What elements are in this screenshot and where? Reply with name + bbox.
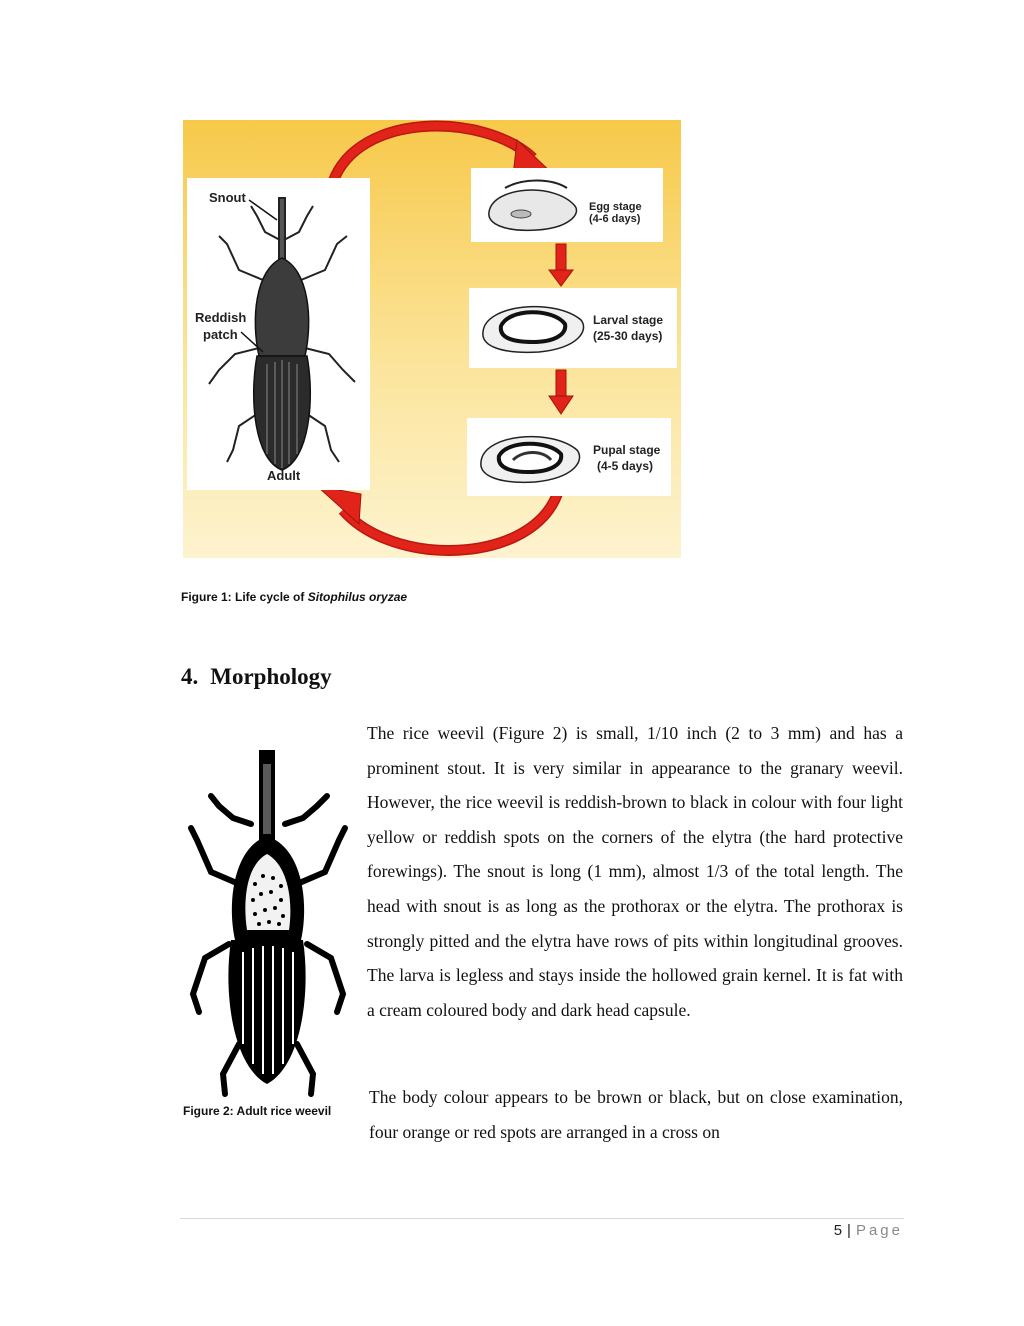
label-pupal-days: (4-5 days) <box>597 459 654 473</box>
figure1-caption-prefix: Figure 1: Life cycle of <box>181 590 308 604</box>
larval-grain-illustration <box>483 307 584 353</box>
adult-rice-weevil-figure <box>183 744 353 1100</box>
footer-separator: | <box>847 1222 851 1239</box>
weevil-elytra <box>228 940 305 1084</box>
page-word: Page <box>855 1222 903 1239</box>
figure1-caption <box>181 590 407 604</box>
label-adult: Adult <box>267 468 301 483</box>
label-egg-days: (4-6 days) <box>589 213 641 225</box>
page-number: 5 <box>833 1222 843 1239</box>
life-cycle-figure <box>183 120 681 558</box>
label-snout: Snout <box>209 190 246 205</box>
figure2-caption: Figure 2: Adult rice weevil <box>183 1104 332 1118</box>
label-larval-stage: Larval stage <box>593 313 664 327</box>
morphology-paragraph-2: The body colour appears to be brown or black, but on close examination, four orange or red spots are arranged in a cross on <box>369 1087 903 1142</box>
weevil-snout-highlight <box>263 764 271 834</box>
label-pupal-stage: Pupal stage <box>593 443 661 457</box>
label-patch: patch <box>203 327 238 342</box>
label-reddish: Reddish <box>195 310 247 325</box>
figure1-caption-species: Sitophilus oryzae <box>307 590 408 604</box>
section-number: 4. <box>181 664 199 689</box>
label-egg-stage: Egg stage <box>589 201 642 213</box>
page-footer <box>834 1222 903 1239</box>
label-larval-days: (25-30 days) <box>593 329 663 343</box>
section-heading <box>181 664 332 690</box>
footer-divider <box>180 1218 904 1219</box>
section-title: Morphology <box>210 664 332 689</box>
morphology-paragraph-1: The rice weevil (Figure 2) is small, 1/10 inch (2 to 3 mm) and has a prominent stout. It is very similar in appearance to the granary weevil. However, the rice weevil is reddish-brown to black in colour with four light yellow or reddish spots on the corners of the elytra (the hard protective forewings). The snout is long (1 mm), almost 1/3 of the total length. The head with snout is as long as the prothorax or the elytra. The prothorax is strongly pitted and the elytra have rows of pits within longitudinal grooves. The larva is legless and stays inside the hollowed grain kernel. It is fat with a cream coloured body and dark head capsule. <box>367 723 903 1020</box>
